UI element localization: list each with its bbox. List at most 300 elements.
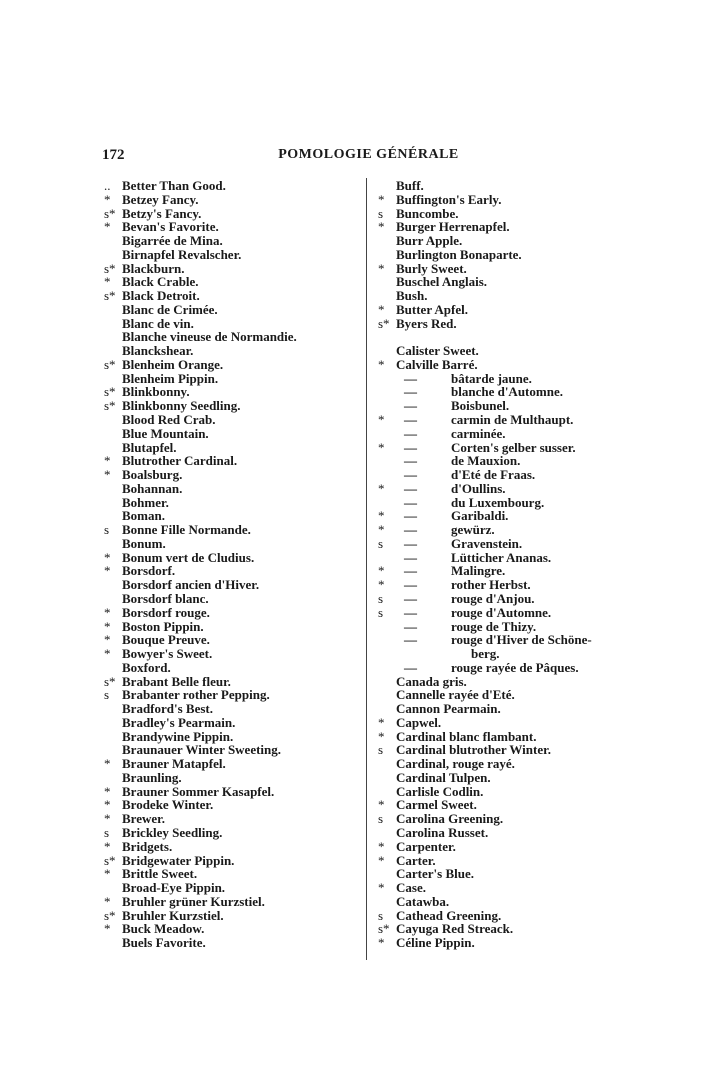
- variety-name: Borsdorf.: [122, 563, 176, 579]
- variety-name: Blinkbonny Seedling.: [122, 398, 241, 414]
- entry-marker: s: [378, 742, 384, 758]
- list-item: [376, 895, 676, 909]
- entry-marker: *: [378, 439, 385, 455]
- variety-name: Brabanter rother Pepping.: [122, 687, 270, 703]
- entry-marker: *: [104, 549, 111, 565]
- entry-marker: s*: [104, 260, 116, 276]
- variety-name: Bruhler grüner Kurzstiel.: [122, 893, 265, 909]
- variety-name: rouge d'Anjou.: [451, 590, 535, 606]
- entry-marker: *: [104, 838, 111, 854]
- list-item: [376, 344, 676, 358]
- list-item: [376, 881, 676, 895]
- variety-name: Buels Favorite.: [122, 935, 206, 951]
- list-item: [376, 661, 676, 675]
- variety-name: Cannelle rayée d'Eté.: [396, 687, 515, 703]
- list-item: [104, 647, 366, 661]
- list-item: [376, 468, 676, 482]
- variety-name: Bradford's Best.: [122, 701, 213, 717]
- variety-name: Boalsburg.: [122, 467, 183, 483]
- variety-name: Burger Herrenapfel.: [396, 219, 510, 235]
- list-item: [376, 564, 676, 578]
- entry-marker: s: [104, 687, 110, 703]
- list-item: [104, 262, 366, 276]
- entry-marker: *: [104, 453, 111, 469]
- variety-name: Brabant Belle fleur.: [122, 673, 231, 689]
- list-item: [104, 427, 366, 441]
- list-item: [104, 702, 366, 716]
- ditto-dash: —: [404, 632, 417, 648]
- variety-name: Cathead Greening.: [396, 907, 502, 923]
- list-item: [104, 716, 366, 730]
- list-item: [104, 620, 366, 634]
- list-item: [376, 385, 676, 399]
- variety-name: Brickley Seedling.: [122, 824, 223, 840]
- list-item: [104, 675, 366, 689]
- variety-name: Blinkbonny.: [122, 384, 190, 400]
- variety-name: carmin de Multhaupt.: [451, 412, 574, 428]
- list-item: [104, 317, 366, 331]
- list-item: [104, 372, 366, 386]
- entry-marker: ..: [104, 178, 111, 193]
- variety-name: Boxford.: [122, 659, 171, 675]
- ditto-dash: —: [404, 590, 417, 606]
- list-item: [376, 812, 676, 826]
- list-item: [104, 592, 366, 606]
- variety-name: Carolina Greening.: [396, 811, 504, 827]
- entry-marker: *: [378, 714, 385, 730]
- ditto-dash: —: [404, 425, 417, 441]
- variety-name: Buff.: [396, 178, 424, 193]
- list-item: [104, 330, 366, 344]
- variety-name: Carpenter.: [396, 838, 456, 854]
- list-item: [104, 578, 366, 592]
- entry-marker: s*: [104, 673, 116, 689]
- list-item: [376, 909, 676, 923]
- entry-marker: s*: [104, 356, 116, 372]
- ditto-dash: —: [404, 370, 417, 386]
- variety-name: Cardinal blanc flambant.: [396, 728, 537, 744]
- variety-name: Burly Sweet.: [396, 260, 467, 276]
- variety-name: Bohmer.: [122, 494, 169, 510]
- variety-name: Blackburn.: [122, 260, 185, 276]
- variety-name: gewürz.: [451, 522, 495, 538]
- entry-marker: *: [378, 508, 385, 524]
- variety-name: Black Detroit.: [122, 288, 200, 304]
- ditto-dash: —: [404, 618, 417, 634]
- list-item: [376, 798, 676, 812]
- list-item: [104, 399, 366, 413]
- variety-name: Carmel Sweet.: [396, 797, 477, 813]
- list-item: [104, 441, 366, 455]
- entry-marker: *: [378, 563, 385, 579]
- list-item: [104, 454, 366, 468]
- list-item: [376, 482, 676, 496]
- variety-name: Birnapfel Revalscher.: [122, 246, 242, 262]
- variety-name: Cayuga Red Streack.: [396, 921, 514, 937]
- entry-marker: s*: [104, 288, 116, 304]
- variety-name: Blood Red Crab.: [122, 412, 216, 428]
- variety-name: d'Oullins.: [451, 480, 506, 496]
- column-divider: [366, 178, 367, 960]
- list-item: [376, 289, 676, 303]
- variety-name: Blanc de vin.: [122, 315, 194, 331]
- list-item: [104, 564, 366, 578]
- entry-marker: *: [104, 783, 111, 799]
- entry-marker: *: [104, 921, 111, 937]
- ditto-dash: —: [404, 604, 417, 620]
- list-item: [376, 275, 676, 289]
- variety-name: Carter.: [396, 852, 436, 868]
- variety-name: Blanc de Crimée.: [122, 301, 218, 317]
- variety-name: Cardinal blutrother Winter.: [396, 742, 551, 758]
- list-item: [376, 675, 676, 689]
- list-item: [376, 867, 676, 881]
- variety-name: Case.: [396, 880, 426, 896]
- list-item: [376, 743, 676, 757]
- list-item: [376, 757, 676, 771]
- variety-name: Boston Pippin.: [122, 618, 204, 634]
- list-item: [376, 716, 676, 730]
- variety-name: Buck Meadow.: [122, 921, 205, 937]
- variety-name: carminée.: [451, 425, 506, 441]
- variety-name: de Mauxion.: [451, 453, 521, 469]
- variety-name: Betzy's Fancy.: [122, 205, 202, 221]
- variety-name: Bridgewater Pippin.: [122, 852, 235, 868]
- variety-name: Lütticher Ananas.: [451, 549, 552, 565]
- ditto-dash: —: [404, 563, 417, 579]
- list-item: [376, 303, 676, 317]
- list-item: [104, 812, 366, 826]
- list-item: [376, 826, 676, 840]
- variety-name: Carlisle Codlin.: [396, 783, 484, 799]
- list-item: [104, 385, 366, 399]
- ditto-dash: —: [404, 467, 417, 483]
- list-item: [376, 496, 676, 510]
- entry-marker: *: [104, 191, 111, 207]
- variety-name: Boisbunel.: [451, 398, 510, 414]
- list-item: [104, 922, 366, 936]
- variety-name: Black Crable.: [122, 274, 199, 290]
- variety-name: Bradley's Pearmain.: [122, 714, 236, 730]
- list-item: [104, 688, 366, 702]
- entry-marker: *: [378, 219, 385, 235]
- ditto-dash: —: [404, 522, 417, 538]
- variety-name: Borsdorf rouge.: [122, 604, 210, 620]
- entry-marker: s*: [378, 315, 390, 331]
- list-item: [376, 179, 676, 193]
- list-item: [104, 496, 366, 510]
- list-item: [104, 785, 366, 799]
- entry-marker: *: [378, 412, 385, 428]
- list-item: [104, 220, 366, 234]
- variety-name: bâtarde jaune.: [451, 370, 532, 386]
- list-item: [104, 854, 366, 868]
- entry-marker: *: [104, 274, 111, 290]
- variety-name: Bridgets.: [122, 838, 173, 854]
- list-item: [376, 427, 676, 441]
- ditto-dash: —: [404, 494, 417, 510]
- variety-name: Braunauer Winter Sweeting.: [122, 742, 282, 758]
- variety-name: Cannon Pearmain.: [396, 701, 501, 717]
- list-item: [376, 606, 676, 620]
- variety-name: Bonum.: [122, 535, 166, 551]
- entry-marker: *: [378, 260, 385, 276]
- ditto-dash: —: [404, 480, 417, 496]
- variety-name: Carter's Blue.: [396, 866, 474, 882]
- list-item: [376, 647, 676, 661]
- entry-marker: *: [378, 522, 385, 538]
- variety-name: Malingre.: [451, 563, 506, 579]
- variety-name: Byers Red.: [396, 315, 457, 331]
- variety-name: rouge rayée de Pâques.: [451, 659, 579, 675]
- list-item: [376, 785, 676, 799]
- entry-marker: *: [378, 838, 385, 854]
- entry-marker: *: [104, 811, 111, 827]
- list-item: [104, 413, 366, 427]
- variety-name: Bush.: [396, 288, 428, 304]
- entry-marker: s: [378, 535, 384, 551]
- list-item: [376, 523, 676, 537]
- list-item: [376, 537, 676, 551]
- variety-name: Brauner Matapfel.: [122, 756, 226, 772]
- variety-name: Borsdorf blanc.: [122, 590, 209, 606]
- variety-name: d'Eté de Fraas.: [451, 467, 536, 483]
- entry-marker: s*: [104, 907, 116, 923]
- variety-name: Brittle Sweet.: [122, 866, 198, 882]
- variety-name: rouge d'Hiver de Schöne-: [451, 632, 592, 648]
- right-column: [376, 179, 676, 950]
- list-item: [104, 771, 366, 785]
- variety-name: Buschel Anglais.: [396, 274, 488, 290]
- variety-name: Betzey Fancy.: [122, 191, 199, 207]
- list-item: [104, 482, 366, 496]
- list-item: [104, 743, 366, 757]
- running-title: POMOLOGIE GÉNÉRALE: [278, 147, 459, 162]
- list-item: [104, 344, 366, 358]
- entry-marker: *: [104, 866, 111, 882]
- variety-name: Bruhler Kurzstiel.: [122, 907, 224, 923]
- list-item: [104, 633, 366, 647]
- ditto-dash: —: [404, 398, 417, 414]
- entry-marker: *: [104, 893, 111, 909]
- variety-name: Burr Apple.: [396, 233, 463, 249]
- list-item: [104, 936, 366, 950]
- variety-name: rother Herbst.: [451, 577, 531, 593]
- entry-marker: *: [104, 219, 111, 235]
- list-item: [376, 330, 676, 344]
- list-item: [104, 207, 366, 221]
- variety-name: Buffington's Early.: [396, 191, 502, 207]
- list-item: [104, 193, 366, 207]
- variety-name: Bohannan.: [122, 480, 183, 496]
- variety-name: Bonne Fille Normande.: [122, 522, 251, 538]
- entry-marker: s: [378, 590, 384, 606]
- variety-name: Brewer.: [122, 811, 165, 827]
- entry-marker: *: [378, 480, 385, 496]
- list-item: [104, 661, 366, 675]
- variety-name: rouge de Thizy.: [451, 618, 537, 634]
- entry-marker: *: [104, 563, 111, 579]
- ditto-dash: —: [404, 384, 417, 400]
- variety-name: Canada gris.: [396, 673, 467, 689]
- ditto-dash: —: [404, 549, 417, 565]
- list-item: [104, 537, 366, 551]
- variety-name: Braunling.: [122, 769, 182, 785]
- entry-marker: s: [104, 522, 110, 538]
- entry-marker: *: [104, 646, 111, 662]
- list-item: [104, 606, 366, 620]
- page-number: 172: [102, 147, 125, 163]
- list-item: [104, 798, 366, 812]
- ditto-dash: —: [404, 535, 417, 551]
- variety-name: Bevan's Favorite.: [122, 219, 219, 235]
- list-item: [104, 757, 366, 771]
- list-item: [376, 688, 676, 702]
- variety-name: Gravenstein.: [451, 535, 523, 551]
- variety-name: Blenheim Pippin.: [122, 370, 219, 386]
- variety-name: Bonum vert de Cludius.: [122, 549, 255, 565]
- entry-marker: s: [378, 205, 384, 221]
- list-item: [376, 620, 676, 634]
- list-item: [376, 441, 676, 455]
- entry-marker: s: [378, 907, 384, 923]
- variety-name: Bigarrée de Mina.: [122, 233, 223, 249]
- entry-marker: s*: [104, 384, 116, 400]
- list-item: [104, 234, 366, 248]
- entry-marker: s: [104, 824, 110, 840]
- list-item: [104, 895, 366, 909]
- list-item: [376, 702, 676, 716]
- list-item: [376, 854, 676, 868]
- variety-name: Calville Barré.: [396, 356, 478, 372]
- list-item: [376, 551, 676, 565]
- entry-marker: s*: [378, 921, 390, 937]
- list-item: [376, 509, 676, 523]
- list-item: [376, 413, 676, 427]
- variety-name: Céline Pippin.: [396, 935, 475, 951]
- list-item: [104, 826, 366, 840]
- list-item: [104, 289, 366, 303]
- list-item: [376, 592, 676, 606]
- entry-marker: *: [378, 880, 385, 896]
- entry-marker: *: [378, 797, 385, 813]
- list-item: [376, 234, 676, 248]
- variety-name: Blanche vineuse de Normandie.: [122, 329, 297, 345]
- list-item: [376, 248, 676, 262]
- list-item: [104, 179, 366, 193]
- list-item: [104, 523, 366, 537]
- entry-marker: *: [378, 356, 385, 372]
- entry-marker: *: [378, 301, 385, 317]
- entry-marker: s*: [104, 398, 116, 414]
- variety-name: Blanckshear.: [122, 343, 194, 359]
- entry-marker: s*: [104, 852, 116, 868]
- list-item: [376, 454, 676, 468]
- variety-name: Bowyer's Sweet.: [122, 646, 213, 662]
- list-item: [376, 207, 676, 221]
- variety-name: Brauner Sommer Kasapfel.: [122, 783, 275, 799]
- variety-name: Burlington Bonaparte.: [396, 246, 522, 262]
- entry-marker: *: [104, 604, 111, 620]
- list-item: [376, 317, 676, 331]
- variety-name: Cardinal Tulpen.: [396, 769, 491, 785]
- list-item: [376, 730, 676, 744]
- list-item: [104, 275, 366, 289]
- list-item: [376, 633, 676, 647]
- variety-name: blanche d'Automne.: [451, 384, 563, 400]
- list-item: [376, 220, 676, 234]
- list-item: [104, 840, 366, 854]
- entry-marker: s: [378, 604, 384, 620]
- variety-name: Garibaldi.: [451, 508, 509, 524]
- variety-name: Brodeke Winter.: [122, 797, 214, 813]
- variety-name: Blutapfel.: [122, 439, 177, 455]
- list-item: [376, 372, 676, 386]
- list-item: [376, 399, 676, 413]
- variety-name: Broad-Eye Pippin.: [122, 880, 226, 896]
- list-item: [104, 551, 366, 565]
- variety-name: du Luxembourg.: [451, 494, 545, 510]
- list-item: [376, 358, 676, 372]
- entry-marker: *: [104, 618, 111, 634]
- variety-name: Blue Mountain.: [122, 425, 209, 441]
- entry-marker: *: [378, 728, 385, 744]
- variety-name: Calister Sweet.: [396, 343, 479, 359]
- variety-name: Better Than Good.: [122, 178, 226, 193]
- variety-name: Boman.: [122, 508, 165, 524]
- list-item: [104, 509, 366, 523]
- list-item: [376, 840, 676, 854]
- list-item: [104, 909, 366, 923]
- list-item: [376, 193, 676, 207]
- list-item: [376, 578, 676, 592]
- entry-marker: *: [378, 191, 385, 207]
- entry-marker: s: [378, 811, 384, 827]
- list-item: [104, 248, 366, 262]
- variety-name: Butter Apfel.: [396, 301, 468, 317]
- list-item: [104, 881, 366, 895]
- variety-name: Blutrother Cardinal.: [122, 453, 238, 469]
- entry-marker: *: [104, 756, 111, 772]
- list-item: [104, 468, 366, 482]
- variety-name: berg.: [471, 646, 500, 662]
- ditto-dash: —: [404, 577, 417, 593]
- variety-name: Buncombe.: [396, 205, 459, 221]
- list-item: [376, 771, 676, 785]
- entry-marker: *: [378, 935, 385, 951]
- entry-marker: *: [378, 577, 385, 593]
- variety-name: rouge d'Automne.: [451, 604, 552, 620]
- entry-marker: *: [378, 852, 385, 868]
- ditto-dash: —: [404, 412, 417, 428]
- list-item: [104, 730, 366, 744]
- entry-marker: *: [104, 797, 111, 813]
- variety-name: Cardinal, rouge rayé.: [396, 756, 515, 772]
- list-item: [104, 867, 366, 881]
- ditto-dash: —: [404, 453, 417, 469]
- variety-name: Brandywine Pippin.: [122, 728, 234, 744]
- list-item: [376, 936, 676, 950]
- list-item: [376, 262, 676, 276]
- list-item: [376, 922, 676, 936]
- variety-name: Borsdorf ancien d'Hiver.: [122, 577, 260, 593]
- ditto-dash: —: [404, 508, 417, 524]
- list-item: [104, 303, 366, 317]
- entry-marker: s*: [104, 205, 116, 221]
- variety-name: Corten's gelber susser.: [451, 439, 576, 455]
- variety-name: Capwel.: [396, 714, 442, 730]
- entry-marker: *: [104, 632, 111, 648]
